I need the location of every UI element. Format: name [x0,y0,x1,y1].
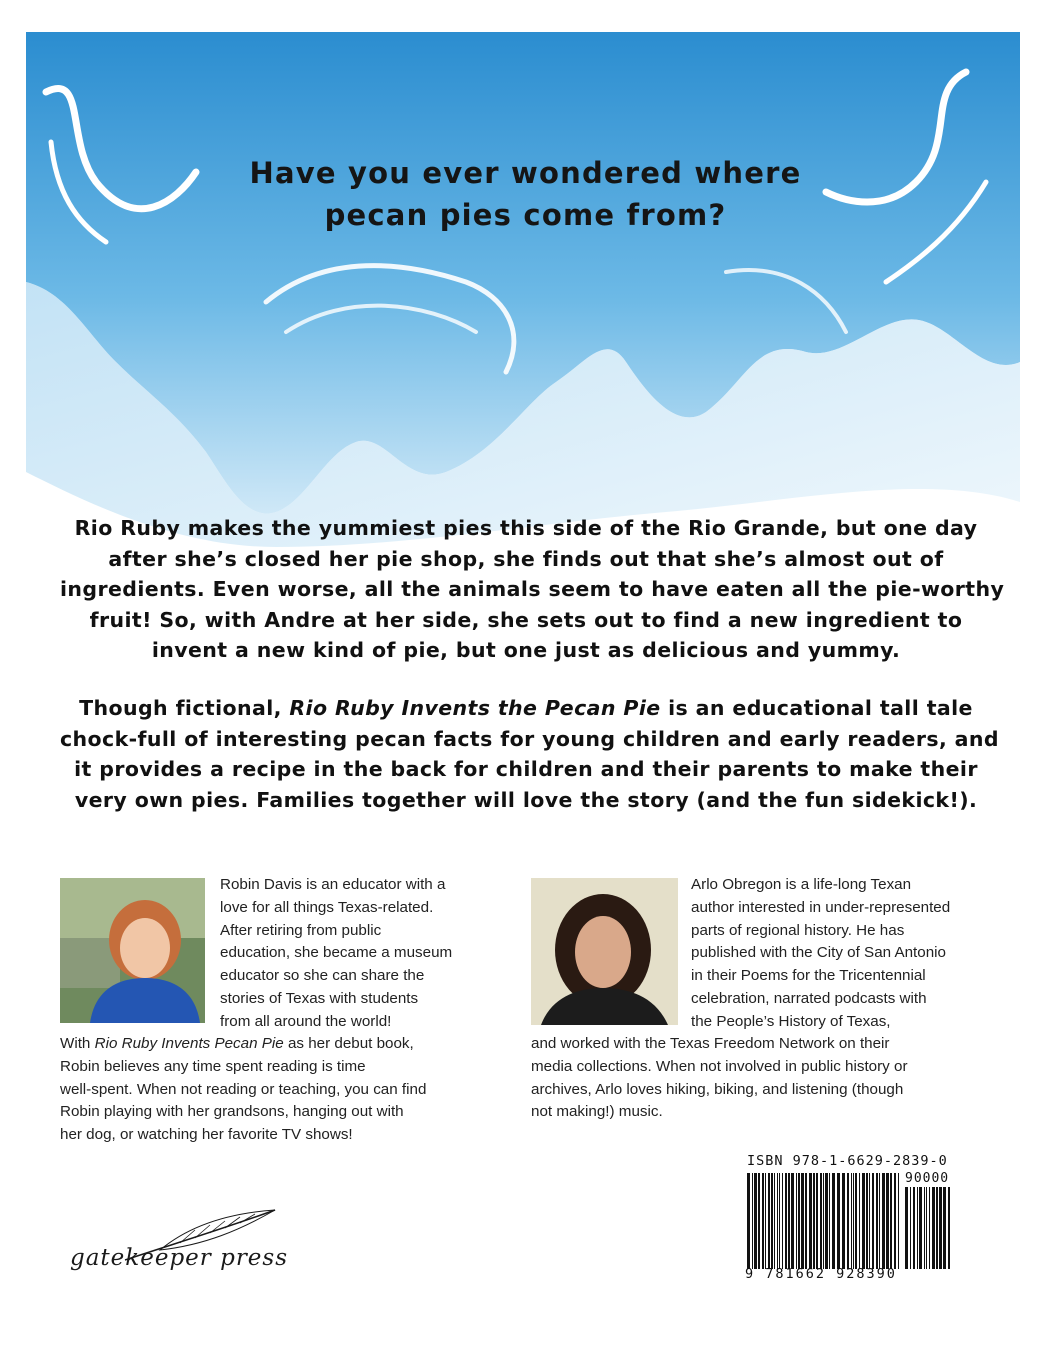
bio-line: from all around the world! [220,1012,392,1030]
synopsis-line: Rio Ruby makes the yummiest pies this side of the Rio Grande, but one day [74,516,978,540]
bio-line: education, she became a museum [220,944,453,962]
bio-line: celebration, narrated podcasts with [691,989,927,1007]
bio-line: educator so she can share the [220,967,425,985]
author-photo-robin [60,878,205,1023]
bio-line: not making!) music. [531,1103,663,1121]
bio-line: Robin playing with her grandsons, hanging out with [60,1103,404,1121]
bio-line: author interested in under-represented [691,898,951,916]
synopsis-line: after she’s closed her pie shop, she finds out that she’s almost out of [108,546,944,571]
arlo-bio-bottom [531,1033,908,1124]
isbn-number: ISBN 978-1-6629-2839-0 [747,1153,948,1169]
isbn-barcode [745,1153,955,1287]
description-line: it provides a recipe in the back for children and their parents to make their [74,757,978,781]
bio-line: love for all things Texas-related. [220,898,434,916]
book-title: Rio Ruby Invents Pecan Pie [94,1035,284,1052]
bio-line: in their Poems for the Tricentennial [691,967,926,985]
description-line [60,693,992,724]
publisher-logo [70,1205,289,1290]
synopsis-paragraph [60,513,1005,666]
description-paragraph [60,693,999,815]
price-addon-digits: 90000 [905,1171,950,1186]
author-photo-arlo [531,878,678,1025]
addon-barcode-bars [905,1187,953,1269]
publisher-name: gatekeeper press [70,1245,289,1271]
barcode-bars [747,1173,899,1269]
bio-line: Robin believes any time spent reading is time [60,1057,366,1075]
synopsis-line: fruit! So, with Andre at her side, she sets out to find a new ingredient to [89,607,963,632]
bio-line: well-spent. When not reading or teaching, you can find [60,1080,427,1098]
bio-line [60,1033,426,1056]
description-line: very own pies. Families together will love the story (and the fun sidekick!). [74,787,978,812]
bio-line: published with the City of San Antonio [691,944,946,962]
arlo-bio-top [691,874,950,1034]
bio-text: With [60,1035,95,1052]
description-line: chock-full of interesting pecan facts for young children and early readers, and [60,726,999,751]
bio-line: parts of regional history. He has [691,921,905,939]
barcode-digits: 9 781662 928390 [745,1266,897,1282]
robin-bio-top [220,874,452,1034]
headline-line-2: pecan pies come from? [324,198,727,232]
bio-line: archives, Arlo loves hiking, biking, and listening (though [531,1080,904,1098]
bio-line: her dog, or watching her favorite TV shows! [60,1126,353,1144]
description-text: Though fictional, [79,696,290,720]
bio-line: media collections. When not involved in public history or [531,1057,908,1075]
bio-line: the People’s History of Texas, [691,1012,891,1030]
book-title: Rio Ruby Invents the Pecan Pie [289,696,661,720]
robin-bio-bottom [60,1033,426,1147]
synopsis-line: invent a new kind of pie, but one just as delicious and yummy. [151,638,901,662]
bio-text: as her debut book, [283,1035,414,1052]
watercolor-wave-illustration [26,32,1020,552]
bio-line: and worked with the Texas Freedom Network on their [531,1035,890,1052]
synopsis-line: ingredients. Even worse, all the animals seem to have eaten all the pie-worthy [60,577,1005,601]
headline-line-1: Have you ever wondered where [249,156,802,190]
bio-line: Robin Davis is an educator with a [220,876,446,893]
bio-line: stories of Texas with students [220,989,419,1007]
bio-line: After retiring from public [220,921,382,939]
cover-headline [0,152,1051,236]
description-text: is an educational tall tale [660,696,973,720]
bio-line: Arlo Obregon is a life-long Texan [691,876,912,893]
